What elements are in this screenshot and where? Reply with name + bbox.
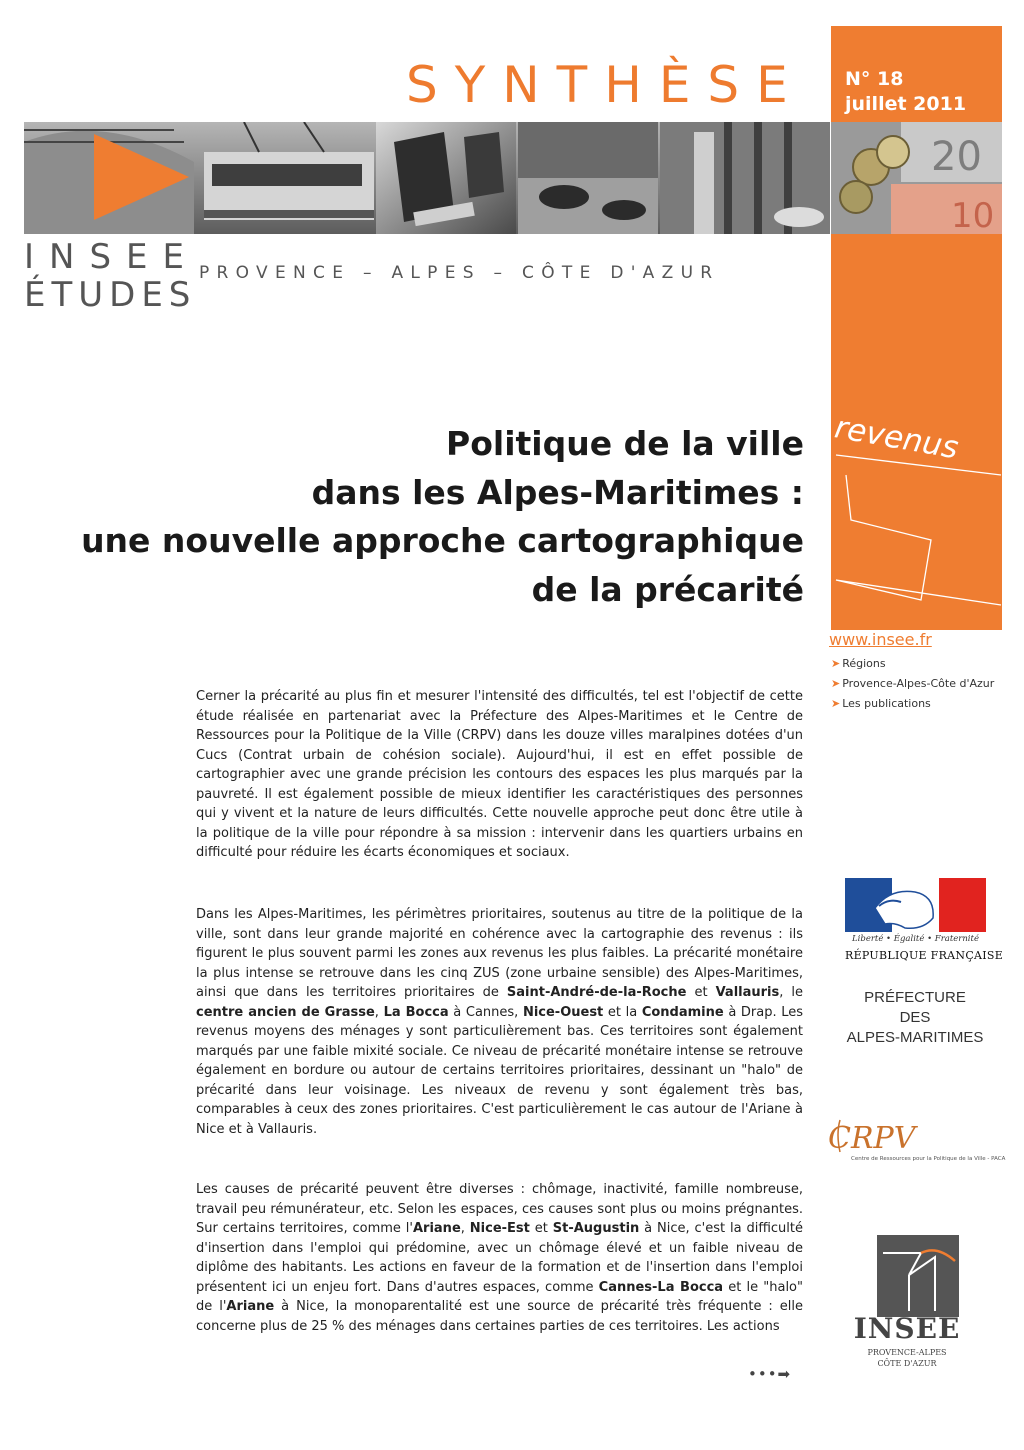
continue-arrow-icon: •••➡ [748,1365,792,1383]
insee-logo-text: INSEE [853,1312,961,1345]
crpv-subtitle: Centre de Ressources pour la Politique de la Ville - PACA [851,1156,1006,1162]
theme-decoration [831,430,1002,630]
brand-insee: INSEE [24,237,200,277]
header-photo-collage [24,122,830,234]
marianne-logo [845,878,986,932]
website-link[interactable]: www.insee.fr [829,630,932,649]
link-regions[interactable]: ➤ Régions [831,657,886,670]
title-line-2: dans les Alpes-Maritimes : [311,472,804,512]
issue-number: N° 18 [845,68,904,90]
svg-text:CRPV: CRPV [828,1121,916,1154]
title-line-3: une nouvelle approche cartographique [81,521,804,560]
link-publications[interactable]: ➤ Les publications [831,697,931,710]
rf-motto: Liberté • Égalité • Fraternité [852,934,979,944]
brand-etudes: ÉTUDES [24,275,197,315]
svg-text:10: 10 [951,196,995,234]
body-paragraph-3: Les causes de précarité peuvent être diverses : chômage, inactivité, famille nombreuse, travail peu rémunérateur, etc. Selon les espaces, ces causes sont plus ou moins prégnantes. Sur certains territoires, comme l'Ariane, Nice-Est et St-Augustin à Nice, c'est la difficulté d'insertion dans l'emploi qui prédomine, avec un chômage élevé et un faible niveau de diplôme des habitants. Les actions en faveur de la formation et de l'insertion dans l'emploi présentent ici un enjeu fort. Dans d'autres espaces, comme Cannes-La Bocca et le "halo" de l'Ariane à Nice, la monoparentalité est une source de précarité très fréquente : elle concerne plus de 25 % des ménages dans certaines parties de ces territoires. Les actions [196,1182,803,1334]
series-title: SYNTHÈSE [406,56,805,114]
body-paragraph-2: Dans les Alpes-Maritimes, les périmètres prioritaires, soutenus au titre de la politique de la ville, sont dans leur grande majorité en cohérence avec la cartographie des revenus : ils figurent le plus souvent parmi les zones aux revenus les plus faibles. La précarité monétaire la plus intense se retrouve dans les cinq ZUS (zone urbaine sensible) des Alpes-Maritimes, ainsi que dans les territoires prioritaires de Saint-André-de-la-Roche et Vallauris, le centre ancien de Grasse, La Bocca à Cannes, Nice-Ouest et la Condamine à Drap. Les revenus moyens des ménages y sont particulièrement bas. Ces territoires sont également marqués par une faible mixité sociale. Ce niveau de précarité monétaire intense se retrouve également en bordure ou autour de certains territoires prioritaires, dessinant un "halo" de précarité dans leur voisinage. Les niveaux de revenu y sont également très bas, comparables à ceux des zones prioritaires. C'est particulièrement le cas autour de l'Ariane à Nice et à Vallauris. [196,907,804,1137]
body-paragraph-1: Cerner la précarité au plus fin et mesurer l'intensité des difficultés, tel est l'objectif de cette étude réalisée en partenariat avec la Préfecture des Alpes-Maritimes et le Centre de Ressources pour la Politique de la Ville (CRPV) dans les douze villes maralpines dotées d'un Cucs (Contrat urbain de cohésion sociale). Aujourd'hui, il est en effet possible de cartographier avec une grande précision les contours des espaces les plus marqués par la pauvreté. Il est également possible de mieux identifier les caractéristiques des personnes qui y vivent et la nature de leurs difficultés. Cette nouvelle approche peut donc être utile à la politique de la ville pour répondre à sa mission : intervenir dans les quartiers urbains en difficulté pour réduire les écarts économiques et sociaux. [196,689,803,860]
theme-label: revenus [831,409,962,467]
prefecture-label: PRÉFECTURE DES ALPES-MARITIMES [846,989,984,1046]
link-paca[interactable]: ➤ Provence-Alpes-Côte d'Azur [831,677,995,690]
region-name: PROVENCE – ALPES – CÔTE D'AZUR [199,263,720,283]
title-line-4: de la précarité [531,569,804,609]
arrow-right-icon: ➤ [831,677,841,690]
rf-name: RÉPUBLIQUE FRANÇAISE [845,949,1004,962]
title-line-1: Politique de la ville [446,424,804,463]
arrow-right-icon: ➤ [831,697,841,710]
svg-text:20: 20 [931,134,982,180]
insee-logo-region: PROVENCE-ALPES CÔTE D'AZUR [867,1348,947,1368]
article-title [81,420,804,614]
issue-date: juillet 2011 [845,93,967,115]
arrow-right-icon: ➤ [831,657,841,670]
money-photo [831,122,1002,234]
insee-emblem [877,1235,959,1317]
crpv-logo [828,1118,918,1154]
